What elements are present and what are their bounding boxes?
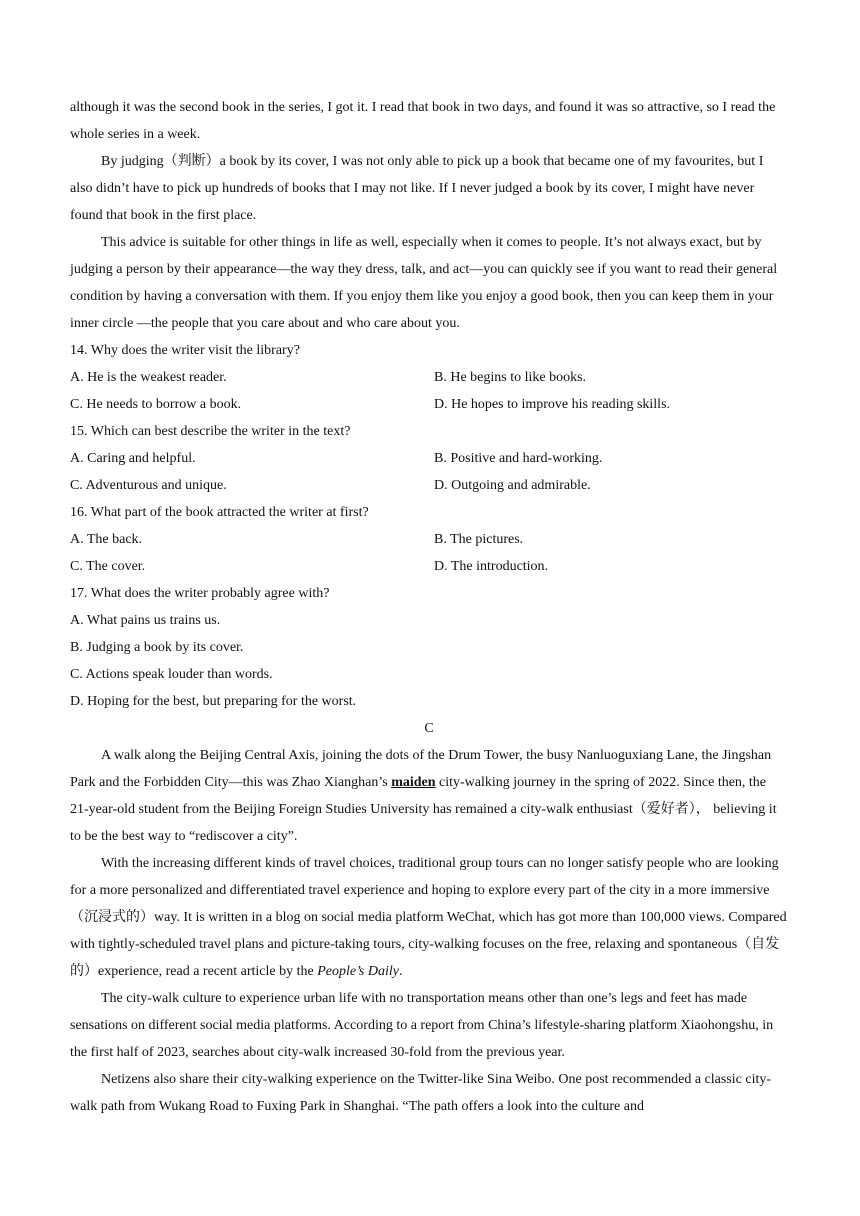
option-c: C. Adventurous and unique. [70, 478, 227, 493]
option-a: A. What pains us trains us. [70, 613, 221, 628]
text-run: city-walking journey in the spring of 2022. Since then, the 21-year-old student from the Beijing Foreign Studies University has remained a city-walk enthusiast（爱好者）， believing it to be the best way to “rediscover a city”. [70, 775, 777, 844]
option-a: A. Caring and helpful. [70, 451, 196, 466]
option-b: B. He begins to like books. [434, 370, 587, 385]
paragraph [70, 742, 788, 850]
source-title: People’s Daily [317, 964, 399, 979]
highlighted-word: maiden [391, 775, 436, 790]
question-stem: 15. Which can best describe the writer in the text? [70, 424, 351, 439]
text-run: . [398, 964, 403, 979]
paragraph: The city-walk culture to experience urban life with no transportation means other than one’s legs and feet has made sensations on different social media platforms. According to a report from China’s lifestyle-sharing platform Xiaohongshu, in the first half of 2023, searches about city-walk increased 30-fold from the previous year. [70, 991, 774, 1060]
option-d: D. Outgoing and admirable. [434, 478, 591, 493]
paragraph: Netizens also share their city-walking experience on the Twitter-like Sina Weibo. One post recommended a classic city-walk path from Wukang Road to Fuxing Park in Shanghai. “The path offers a look into the culture and [70, 1072, 772, 1114]
option-a: A. He is the weakest reader. [70, 370, 227, 385]
question-stem: 14. Why does the writer visit the library? [70, 343, 300, 358]
text-run: With the increasing different kinds of travel choices, traditional group tours can no longer satisfy people who are looking for a more personalized and differentiated travel experience and hoping to explore every part of the city in a more immersive（沉浸式的）way. It is written in a blog on social media platform WeChat, which has got more than 100,000 views. Compared with tightly-scheduled travel plans and picture-taking tours, city-walking focuses on the free, relaxing and spontaneous（自发的）experience, read a recent article by the [70, 856, 787, 979]
question-16 [70, 499, 788, 580]
question-stem: 17. What does the writer probably agree with? [70, 586, 330, 601]
paragraph [70, 850, 788, 985]
option-c: C. The cover. [70, 559, 146, 574]
option-a: A. The back. [70, 532, 143, 547]
question-14 [70, 337, 788, 418]
option-d: D. The introduction. [434, 559, 549, 574]
option-b: B. The pictures. [434, 532, 524, 547]
option-b: B. Positive and hard-working. [434, 451, 603, 466]
option-d: D. He hopes to improve his reading skills. [434, 397, 671, 412]
question-15 [70, 418, 788, 499]
section-heading: C [424, 721, 434, 736]
question-17 [70, 580, 788, 715]
option-c: C. He needs to borrow a book. [70, 397, 242, 412]
paragraph: This advice is suitable for other things in life as well, especially when it comes to people. It’s not always exact, but by judging a person by their appearance—the way they dress, talk, and act—you can quickly see if you want to read their general condition by having a conversation with them. If you enjoy them like you enjoy a good book, then you can keep them in your inner circle —the people that you care about and who care about you. [70, 235, 778, 331]
question-stem: 16. What part of the book attracted the writer at first? [70, 505, 369, 520]
option-d: D. Hoping for the best, but preparing for the worst. [70, 694, 357, 709]
paragraph: By judging（判断）a book by its cover, I was not only able to pick up a book that became one of my favourites, but I also didn’t have to pick up hundreds of books that I may not like. If I never judged a book by its cover, I might have never found that book in the first place. [70, 154, 764, 223]
document-page [70, 94, 788, 1120]
text-run: A walk along the Beijing Central Axis, joining the dots of the Drum Tower, the busy Nanluoguxiang Lane, the Jingshan Park and the Forbidden City—this was Zhao Xianghan’s [70, 748, 772, 790]
option-c: C. Actions speak louder than words. [70, 667, 273, 682]
option-b: B. Judging a book by its cover. [70, 640, 244, 655]
paragraph: although it was the second book in the series, I got it. I read that book in two days, and found it was so attractive, so I read the whole series in a week. [70, 100, 776, 142]
